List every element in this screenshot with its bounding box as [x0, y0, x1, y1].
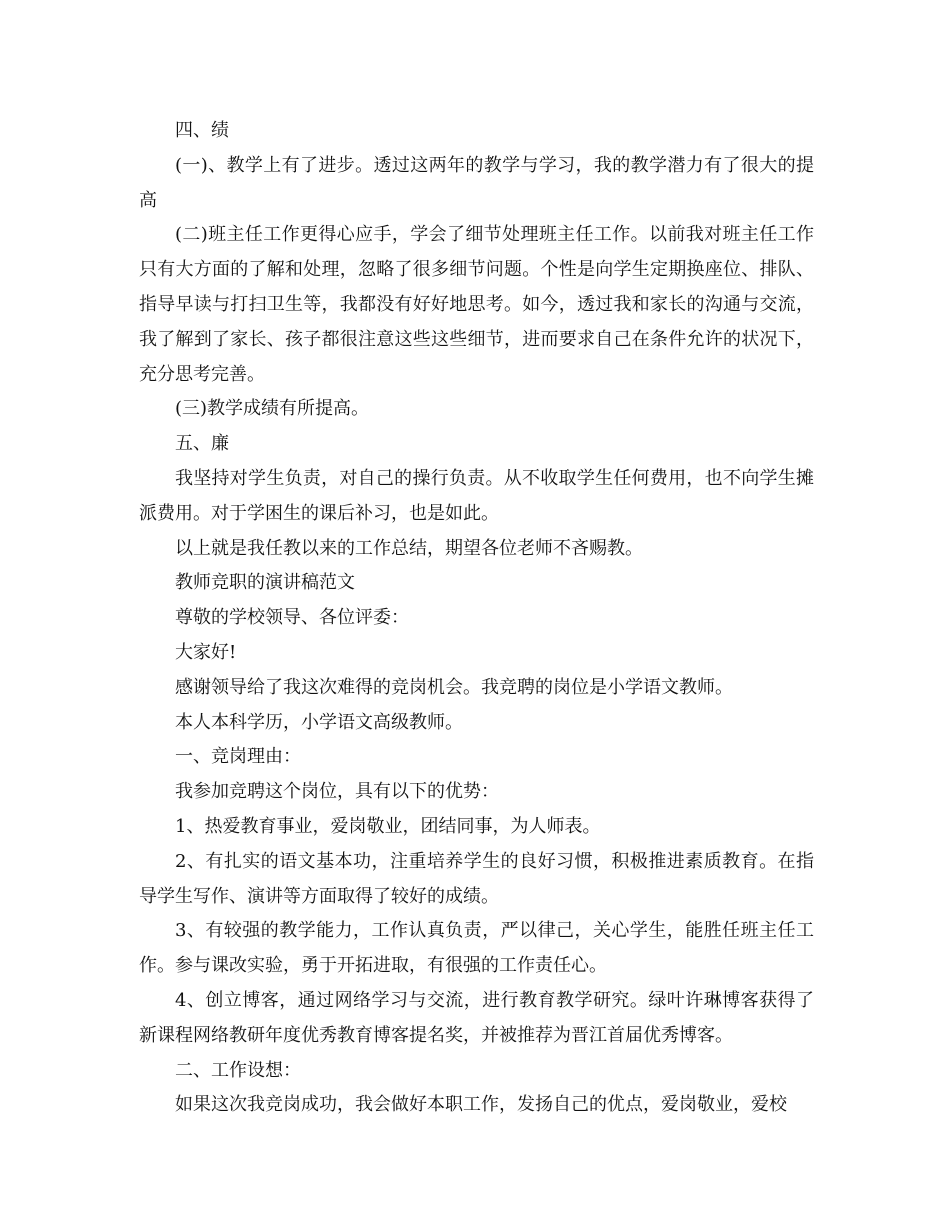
paragraph: 感谢领导给了我这次难得的竞岗机会。我竞聘的岗位是小学语文教师。 [175, 676, 733, 698]
paragraph: (一)、教学上有了进步。透过这两年的教学与学习，我的教学潜力有了很大的提高 [139, 154, 814, 211]
paragraph: (二)班主任工作更得心应手，学会了细节处理班主任工作。以前我对班主任工作只有大方面的了解和处理，忽略了很多细节问题。个性是向学生定期换座位、排队、指导早读与打扫卫生等，我都没有好好地思考。如今，透过我和家长的沟通与交流，我了解到了家长、孩子都很注意这些这些细节，进而要求自己在条件允许的状况下，充分思考完善。 [139, 224, 814, 385]
section-heading-reasons: 一、竞岗理由： [175, 746, 301, 768]
document-body [139, 114, 814, 1123]
paragraph: 本人本科学历，小学语文高级教师。 [175, 711, 463, 733]
paragraph: 我参加竞聘这个岗位，具有以下的优势： [175, 781, 499, 803]
greeting: 大家好! [175, 641, 237, 663]
section-heading-integrity: 五、廉 [175, 433, 229, 455]
list-item: 4、创立博客，通过网络学习与交流，进行教育教学研究。绿叶许琳博客获得了新课程网络教研年度优秀教育博客提名奖，并被推荐为晋江首届优秀博客。 [139, 989, 814, 1046]
paragraph: 如果这次我竞岗成功，我会做好本职工作，发扬自己的优点，爱岗敬业，爱校 [175, 1094, 787, 1116]
salutation: 尊敬的学校领导、各位评委： [175, 607, 409, 629]
section-heading-achievements: 四、绩 [175, 120, 229, 141]
paragraph: (三)教学成绩有所提高。 [175, 398, 370, 420]
paragraph: 以上就是我任教以来的工作总结，期望各位老师不吝赐教。 [175, 537, 643, 559]
list-item: 3、有较强的教学能力，工作认真负责，严以律己，关心学生，能胜任班主任工作。参与课改实验，勇于开拓进取，有很强的工作责任心。 [139, 920, 814, 977]
speech-title: 教师竞职的演讲稿范文 [175, 572, 355, 594]
list-item: 1、热爱教育事业，爱岗敬业，团结同事，为人师表。 [175, 815, 601, 837]
section-heading-plans: 二、工作设想： [175, 1059, 301, 1081]
list-item: 2、有扎实的语文基本功，注重培养学生的良好习惯，积极推进素质教育。在指导学生写作、演讲等方面取得了较好的成绩。 [139, 850, 814, 907]
paragraph: 我坚持对学生负责，对自己的操行负责。从不收取学生任何费用，也不向学生摊派费用。对于学困生的课后补习，也是如此。 [139, 467, 814, 524]
